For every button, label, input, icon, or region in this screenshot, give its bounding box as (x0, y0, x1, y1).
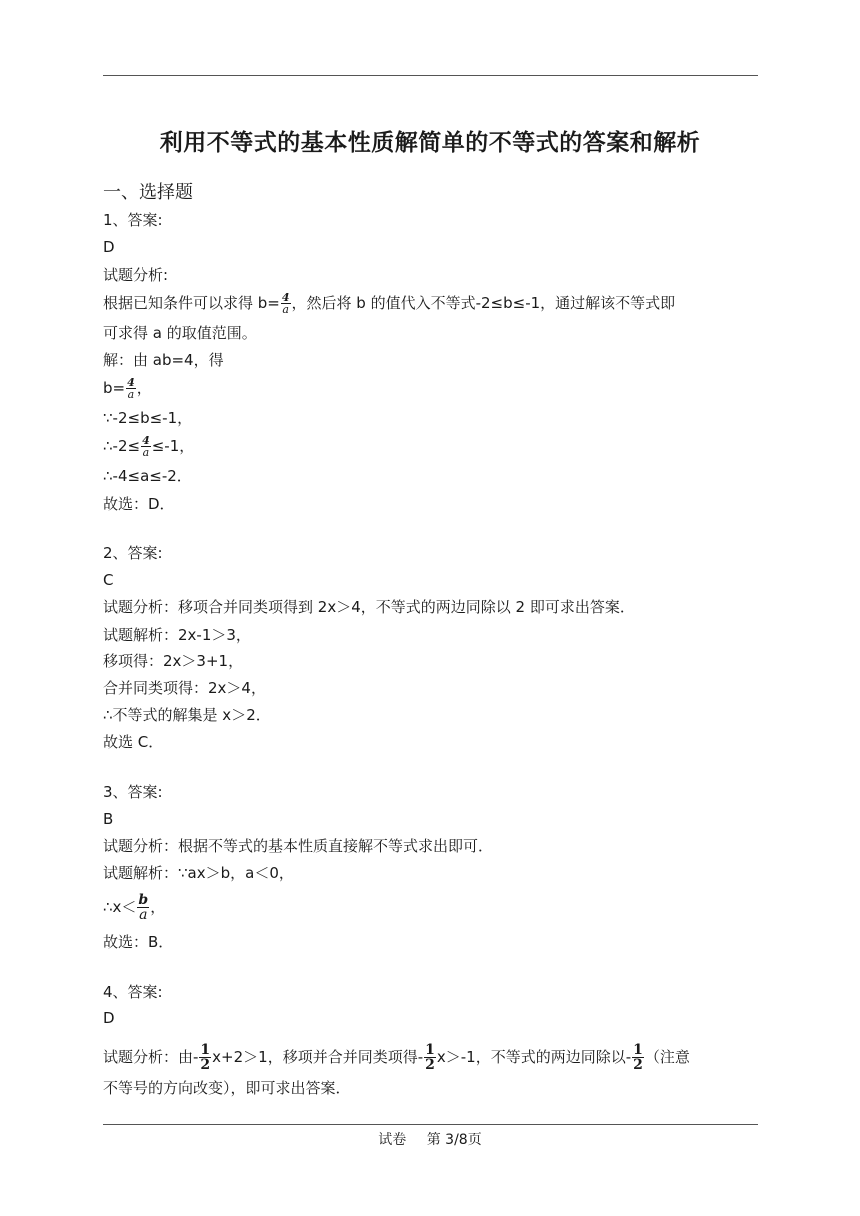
q1-solution-line5: ∴-4≤a≤-2． (103, 467, 192, 485)
page-footer (0, 1129, 860, 1149)
q3-solution-line1: 试题解析：∵ax＞b，a＜0， (103, 864, 294, 882)
fraction-1-over-2: $\frac{1}{2}$ (200, 1042, 211, 1073)
q3-solution-line2: ∴x＜ $\frac{b}{a}$ ， (103, 892, 166, 923)
q2-answer: C (103, 571, 114, 589)
q1-solution-line2: b= $\frac{4}{a}$ ， (103, 376, 152, 401)
q3-choice: 故选：B． (103, 933, 174, 951)
q3-heading: 3、答案: (103, 783, 163, 801)
page-title: 利用不等式的基本性质解简单的不等式的答案和解析 (159, 130, 701, 156)
header-rule (103, 75, 758, 76)
q2-choice: 故选 C． (103, 733, 164, 751)
q2-heading: 2、答案: (103, 544, 163, 562)
footer-rule (103, 1124, 758, 1125)
page-number: 第 3/8页 (426, 1132, 482, 1148)
q1-choice: 故选：D． (103, 495, 175, 513)
q1-solution-line3: ∵-2≤b≤-1， (103, 409, 193, 427)
q1-solution-line1: 解：由 ab=4，得 (103, 351, 224, 369)
footer-label: 试卷 (378, 1132, 407, 1148)
q4-heading: 4、答案: (103, 983, 163, 1001)
fraction-1-over-2: $\frac{1}{2}$ (633, 1042, 643, 1073)
q4-answer: D (103, 1009, 115, 1027)
fraction-4-over-a: $\frac{4}{a}$ (127, 376, 135, 401)
section-heading: 一、选择题 (103, 182, 193, 203)
q3-answer: B (103, 810, 114, 828)
q1-analysis-label: 试题分析: (103, 266, 169, 284)
fraction-b-over-a: $\frac{b}{a}$ (138, 892, 149, 923)
q1-analysis-line1 (103, 292, 675, 315)
q1-heading: 1、答案: (103, 211, 163, 229)
q1-analysis-line2: 可求得 a 的取值范围。 (103, 324, 257, 342)
fraction-1-over-2: $\frac{1}{2}$ (425, 1042, 435, 1073)
q1-answer: D (103, 238, 115, 256)
q2-analysis: 试题分析：移项合并同类项得到 2x＞4，不等式的两边同除以 2 即可求出答案． (103, 598, 635, 616)
q2-solution-line2: 移项得：2x＞3+1， (103, 652, 244, 670)
q4-analysis-line1: 试题分析：由- $\frac{1}{2}$ x+2＞1，移项并合并同类项得- $\frac{1}{2}$ x＞-1，不等式的两边同除以- $\frac{1}{2}$ （注意 (103, 1042, 690, 1073)
q1-analysis-text-b: ，然后将 b 的值代入不等式-2≤b≤-1，通过解该不等式即 (291, 294, 676, 312)
q2-solution-line1: 试题解析：2x-1＞3， (103, 626, 251, 644)
q1-solution-line4: ∴-2≤ $\frac{4}{a}$ ≤-1， (103, 434, 195, 459)
q1-analysis-text-a: 根据已知条件可以求得 b= (103, 294, 280, 312)
q4-analysis-line2: 不等号的方向改变），即可求出答案． (103, 1079, 351, 1097)
q2-solution-line4: ∴不等式的解集是 x＞2． (103, 706, 271, 724)
q2-solution-line3: 合并同类项得：2x＞4， (103, 679, 266, 697)
q3-analysis: 试题分析：根据不等式的基本性质直接解不等式求出即可． (103, 837, 494, 855)
fraction-4-over-a: $\frac{4}{a}$ (142, 434, 150, 459)
fraction-4-over-a: $\frac{4}{a}$ (281, 291, 290, 316)
